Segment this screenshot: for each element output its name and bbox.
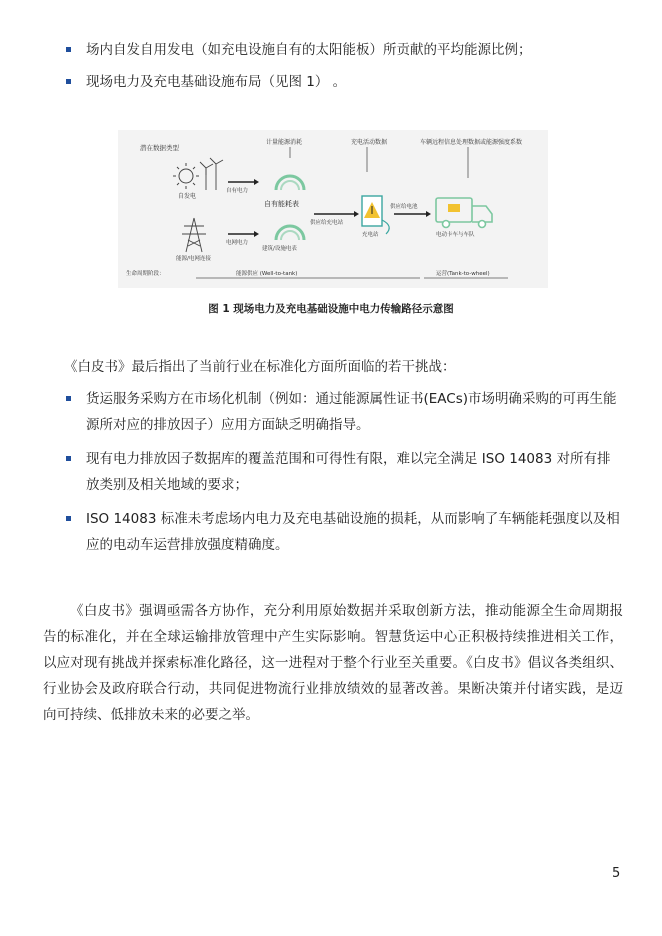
figure-caption: 图 1 现场电力及充电基础设施中电力传输路径示意图 <box>208 303 454 315</box>
supply-battery-label: 供应给电池 <box>390 204 418 210</box>
list-item: 场内自发自用发电（如充电设施自有的太阳能板）所贡献的平均能源比例； <box>62 37 622 63</box>
ttw-label: 运营(Tank-to-wheel) <box>436 271 490 277</box>
grid-source-label: 能源/电网连接 <box>176 256 211 262</box>
telematics-label: 车辆远程信息处理数据或能源强度系数 <box>420 139 523 146</box>
bullet-square-icon <box>66 396 71 401</box>
closing-paragraph: 《白皮书》强调亟需各方协作，充分利用原始数据并采取创新方法，推动能源全生命周期报告的标准化，并在全球运输排放管理中产生实际影响。智慧货运中心正积极持续推进相关工作，以应对现有挑战并探索标准化路径，这一进程对于整个行业至关重要。《白皮书》倡议各类组织、行业协会及政府联合行动，共同促进物流行业排放绩效的显著改善。果断决策并付诸实践，是迈向可持续、低排放未来的必要之举。 <box>43 603 623 723</box>
sun-icon <box>173 163 199 189</box>
power-path-diagram <box>118 130 548 288</box>
charging-station-icon <box>362 196 389 234</box>
lifecycle-label: 生命周期阶段： <box>126 271 165 277</box>
top-bullet-list <box>62 37 622 101</box>
bullet-square-icon <box>66 47 71 52</box>
bullet-square-icon <box>66 516 71 521</box>
building-meter-icon <box>276 226 304 240</box>
self-gen-label: 自发电 <box>178 193 197 200</box>
data-types-title: 潜在数据类型 <box>140 144 179 152</box>
own-meter-icon <box>276 176 304 190</box>
wind-turbine-icon <box>200 158 223 190</box>
list-item: ISO 14083 标准未考虑场内电力及充电基础设施的损耗，从而影响了车辆能耗强度以及相应的电动车运营排放强度精确度。 <box>62 506 622 558</box>
metered-label: 计量能源消耗 <box>266 139 303 146</box>
electric-truck-icon <box>436 198 492 228</box>
own-meter-label: 自有能耗表 <box>264 200 299 208</box>
challenge-list <box>62 386 622 566</box>
power-path-figure <box>118 130 548 288</box>
charge-activity-label: 充电活动数据 <box>351 139 388 146</box>
wtt-label: 能源供应 (Well-to-tank) <box>236 271 298 277</box>
supply-station-label: 供应给充电站 <box>310 220 344 226</box>
own-power-label: 自有电力 <box>226 188 249 194</box>
grid-power-label: 电网电力 <box>226 240 249 246</box>
building-meter-label: 建筑/设施电表 <box>262 246 297 252</box>
list-item: 现场电力及充电基础设施布局（见图 1） 。 <box>62 69 622 95</box>
list-item: 货运服务采购方在市场化机制（例如：通过能源属性证书(EACs)市场明确采购的可再生能源所对应的排放因子）应用方面缺乏明确指导。 <box>62 386 622 438</box>
bullet-square-icon <box>66 79 71 84</box>
power-pylon-icon <box>182 218 206 252</box>
station-label: 充电站 <box>362 232 379 238</box>
list-item: 现有电力排放因子数据库的覆盖范围和可得性有限，难以完全满足 ISO 14083 对所有排放类别及相关地域的要求； <box>62 446 622 498</box>
bullet-square-icon <box>66 456 71 461</box>
challenges-intro: 《白皮书》最后指出了当前行业在标准化方面所面临的若干挑战： <box>64 359 456 375</box>
page-number: 5 <box>612 866 621 881</box>
trucks-label: 电动卡车与车队 <box>436 232 475 238</box>
